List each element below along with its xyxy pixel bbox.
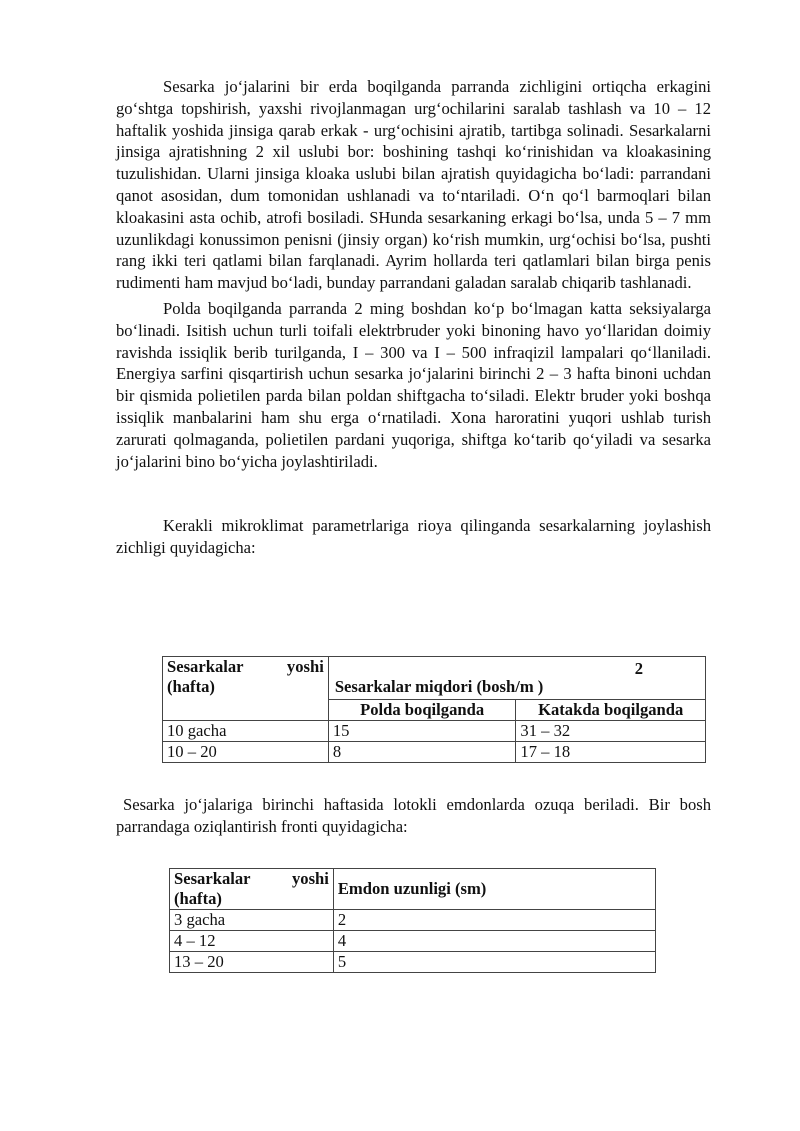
table-row: 10 – 20 8 17 – 18: [163, 742, 706, 763]
document-body: [116, 76, 711, 559]
paragraph-floor-housing: Polda boqilganda parranda 2 ming boshdan ko‘p bo‘lmagan katta seksiyalarga bo‘linadi. Isitish uchun turli toifali elektrbruder yoki binoning havo yo‘llaridan doimiy ravishda issiqlik berib turilganda, I – 300 va I – 500 infraqizil lampalari qo‘llaniladi. Energiya sarfini qisqartirish uchun sesarka jo‘jalarini birinchi 2 – 3 hafta binoni uchdan bir qismida polietilen parda bilan poldan shiftgacha to‘siladi. Elektr bruder yoki boshqa issiqlik manbalarini ham shu erga o‘rnatiladi. Xona haroratini yuqori ushlab turish zarurati qolmaganda, polietilen pardani yuqoriga, shiftga ko‘tarib qo‘yiladi va sesarka jo‘jalarini bino bo‘yicha joylashtiriladi.: [116, 298, 711, 471]
table-row: 10 gacha 15 31 – 32: [163, 721, 706, 742]
feeding-table-length-header: Emdon uzunligi (sm): [333, 869, 655, 910]
density-table-age-header: Sesarkalar yoshi (hafta): [163, 657, 329, 721]
feeding-table-age-header: Sesarkalar yoshi (hafta): [170, 869, 334, 910]
density-table-group-header: 2 Sesarkalar miqdori (bosh/m ): [328, 657, 705, 700]
density-table-floor-header: Polda boqilganda: [328, 700, 516, 721]
paragraph-density-intro: Kerakli mikroklimat parametrlariga rioya qilinganda sesarkalarning joylashish zichligi quyidagicha:: [116, 516, 711, 558]
table-row: 4 – 12 4: [170, 931, 656, 952]
density-table-cage-header: Katakda boqilganda: [516, 700, 706, 721]
table-row: 13 – 20 5: [170, 952, 656, 973]
table-row: 3 gacha 2: [170, 910, 656, 931]
superscript-2: 2: [634, 659, 643, 678]
paragraph-feeding-intro: Sesarka jo‘jalariga birinchi haftasida lotokli emdonlarda ozuqa beriladi. Bir bosh parrandaga oziqlantirish fronti quyidagicha:: [116, 795, 711, 836]
document-body-lower: [116, 794, 711, 838]
feeding-front-table: [169, 868, 656, 973]
density-table: [162, 656, 706, 763]
paragraph-sexing: Sesarka jo‘jalarini bir erda boqilganda parranda zichligini ortiqcha erkagini go‘shtga topshirish, yaxshi rivojlanmagan urg‘ochilarini saralab tashlash va 10 – 12 haftalik yoshida jinsiga qarab erkak - urg‘ochisini ajratib, tartibga solinadi. Sesarkalarni jinsiga ajratishning 2 xil uslubi bor: boshining tashqi ko‘rinishidan va kloakasining tuzulishidan. Ularni jinsiga kloaka uslubi bilan ajratish quyidagicha bo‘ladi: parrandani qanot asosidan, dum tomonidan ushlanadi va to‘ntariladi. O‘n qo‘l barmoqlari bilan kloakasini asta ochib, atrofi bosiladi. SHunda sesarkaning erkagi bo‘lsa, unda 5 – 7 mm uzunlikdagi konussimon penisni (jinsiy organ) ko‘rish mumkin, urg‘ochisi bo‘lsa, pushti rang ikki teri qatlami bilan farqlanadi. Ayrim hollarda teri qatlamlari bilan birga penis rudimenti ham mavjud bo‘ladi, bunday parrandani galadan saralab chiqarib tashlanadi.: [116, 77, 711, 293]
